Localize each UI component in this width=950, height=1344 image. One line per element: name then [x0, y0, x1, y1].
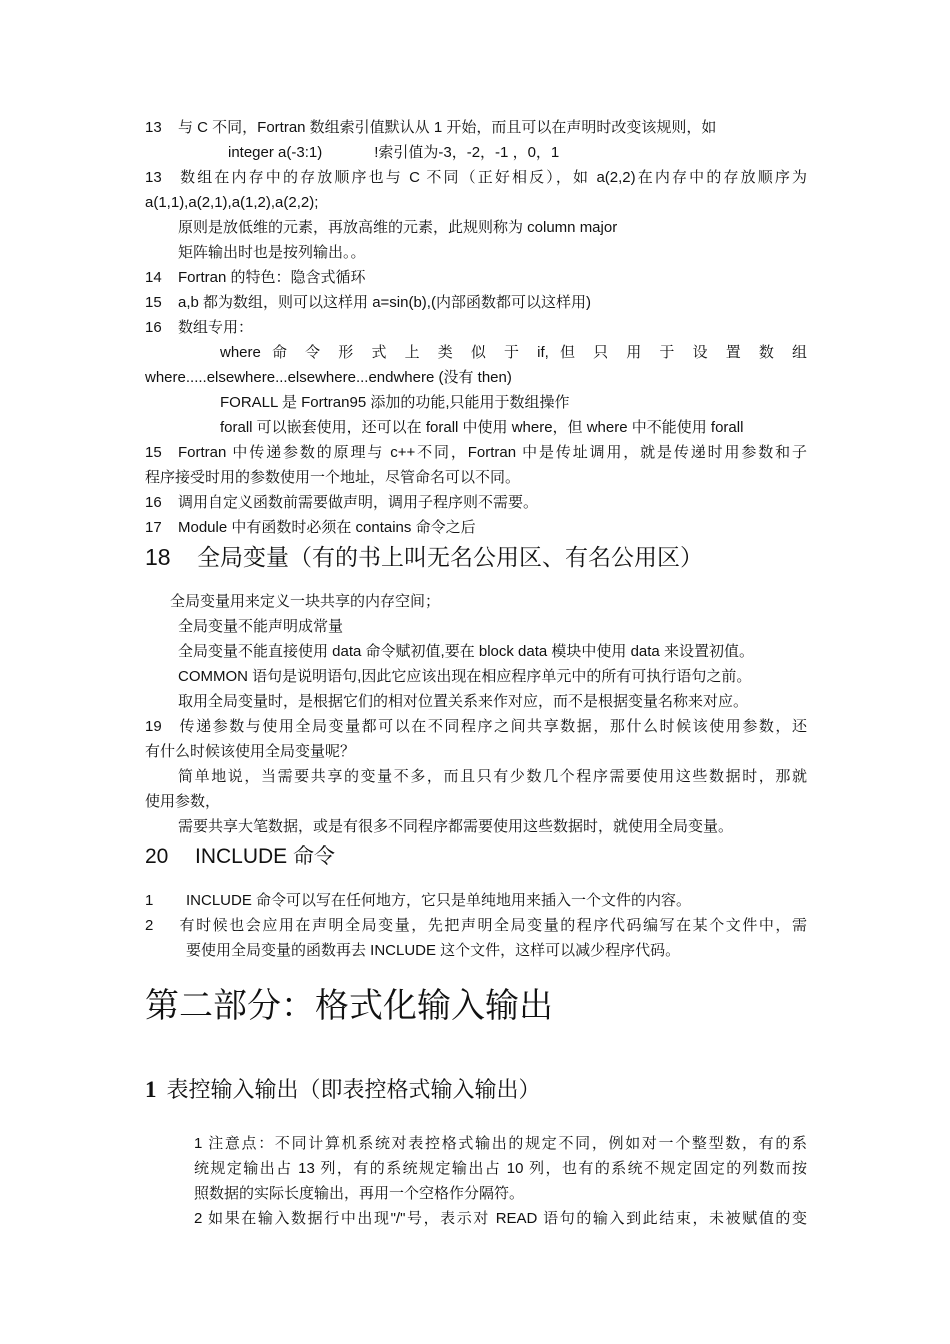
heading-text: 全局变量（有的书上叫无名公用区、有名公用区）: [197, 544, 703, 570]
part-two-title: 第二部分：格式化输入输出: [145, 986, 553, 1026]
item-15-pass-by-reference: [145, 443, 807, 463]
forall-nesting-note: forall 可以嵌套使用，还可以在 forall 中使用 where，但 where 中不能使用 forall: [220, 419, 744, 436]
note-1-cont-1: 统规定输出占 13 列，有的系统规定输出占 10 列，也有的系统不规定固定的列数而按: [194, 1160, 807, 1177]
item-text: Module 中有函数时必须在 contains 命令之后: [178, 519, 476, 536]
heading-18-global-variables: [145, 542, 703, 572]
heading-number: 18: [145, 544, 171, 570]
item-number: 16: [145, 319, 162, 336]
global-position-mapping: 取用全局变量时，是根据它们的相对位置关系来作对应，而不是根据变量名称来对应。: [178, 693, 749, 710]
heading-text: INCLUDE 命令: [195, 845, 336, 868]
item-text-line2: a(1,1),a(2,1),a(1,2),a(2,2);: [145, 194, 319, 211]
section-text: 表控输入输出（即表控格式输入输出）: [166, 1078, 541, 1103]
item-13-array-index: [145, 118, 807, 138]
item-number: 1: [145, 892, 154, 909]
column-major-note: 原则是放低维的元素，再放高维的元素，此规则称为 column major: [178, 219, 618, 236]
item-13-memory-order: [145, 168, 807, 188]
item-13-memory-order-cont: [145, 193, 807, 213]
note-1: 1 注意点：不同计算机系统对表控格式输出的规定不同，例如对一个整型数，有的系: [194, 1135, 807, 1152]
answer-parameters-cont: 使用参数，: [145, 793, 221, 810]
item-number: 15: [145, 294, 162, 311]
item-number: 13: [145, 119, 162, 136]
item-number: 16: [145, 494, 162, 511]
item-number: 2: [145, 917, 154, 934]
where-description: where 命 令 形 式 上 类 似 于 if, 但 只 用 于 设 置 数 组: [220, 344, 807, 361]
note-1-cont-2: 照数据的实际长度输出，再用一个空格作分隔符。: [194, 1185, 525, 1202]
include-item-2: [145, 916, 807, 936]
global-definition: 全局变量用来定义一块共享的内存空间；: [170, 593, 441, 610]
item-text: Fortran 的特色：隐含式循环: [178, 269, 366, 286]
code-example: [228, 143, 890, 163]
item-text-line1: 有时候也会应用在声明全局变量，先把声明全局变量的程序代码编写在某个文件中，需: [178, 917, 807, 934]
section-1-title: [145, 1075, 541, 1106]
heading-20-include: [145, 843, 335, 871]
answer-parameters: 简单地说，当需要共享的变量不多，而且只有少数几个程序需要使用这些数据时，那就: [178, 768, 807, 785]
code-text: integer a(-3:1): [228, 144, 323, 161]
item-text-line1: 数组在内存中的存放顺序也与 C 不同（正好相反），如 a(2,2)在内存中的存放顺序为: [178, 169, 807, 186]
item-text: INCLUDE 命令可以写在任何地方，它只是单纯地用来插入一个文件的内容。: [186, 892, 692, 909]
item-16-array-only: [145, 318, 807, 338]
item-text: a,b 都为数组，则可以这样用 a=sin(b),(内部函数都可以这样用): [178, 294, 591, 311]
global-block-data: 全局变量不能直接使用 data 命令赋初值,要在 block data 模块中使用 data 来设置初值。: [178, 643, 754, 660]
item-number: 13: [145, 169, 162, 186]
item-19: [145, 717, 807, 737]
code-comment: !索引值为-3，-2，-1 ，0，1: [374, 144, 560, 161]
common-statement: COMMON 语句是说明语句,因此它应该出现在相应程序单元中的所有可执行语句之前。: [178, 668, 752, 685]
item-17: [145, 518, 807, 538]
item-number: 14: [145, 269, 162, 286]
item-number: 17: [145, 519, 162, 536]
item-15-sin: [145, 293, 807, 313]
item-text-line1: 传递参数与使用全局变量都可以在不同程序之间共享数据，那什么时候该使用参数，还: [178, 718, 807, 735]
item-19-cont: 有什么时候该使用全局变量呢？: [145, 743, 356, 760]
item-16-function-declaration: [145, 493, 807, 513]
answer-global: 需要共享大笔数据，或是有很多不同程序都需要使用这些数据时，就使用全局变量。: [178, 818, 734, 835]
forall-description: FORALL 是 Fortran95 添加的功能,只能用于数组操作: [220, 394, 570, 411]
item-number: 19: [145, 718, 162, 735]
heading-number: 20: [145, 845, 169, 868]
note-2: 2 如果在输入数据行中出现"/"号，表示对 READ 语句的输入到此结束，未被赋值的变: [194, 1210, 807, 1227]
item-text: 调用自定义函数前需要做声明，调用子程序则不需要。: [178, 494, 539, 511]
item-number: 15: [145, 444, 162, 461]
section-number: 1: [145, 1077, 157, 1102]
item-text: 与 C 不同，Fortran 数组索引值默认从 1 开始，而且可以在声明时改变该规则，如: [178, 119, 717, 136]
item-14: [145, 268, 807, 288]
item-text: 数组专用：: [178, 319, 254, 336]
include-item-2-cont: 要使用全局变量的函数再去 INCLUDE 这个文件，这样可以减少程序代码。: [186, 942, 681, 959]
include-item-1: [145, 891, 807, 911]
global-not-constant: 全局变量不能声明成常量: [178, 618, 344, 635]
item-text-line1: Fortran 中传递参数的原理与 c++不同，Fortran 中是传址调用，就是传递时用参数和子: [178, 444, 807, 461]
item-15-pass-by-reference-cont: 程序接受时用的参数使用一个地址，尽管命名可以不同。: [145, 469, 521, 486]
where-description-cont: where.....elsewhere...elsewhere...endwhere (没有 then): [145, 369, 512, 386]
matrix-output-note: 矩阵输出时也是按列输出。。: [178, 244, 366, 261]
